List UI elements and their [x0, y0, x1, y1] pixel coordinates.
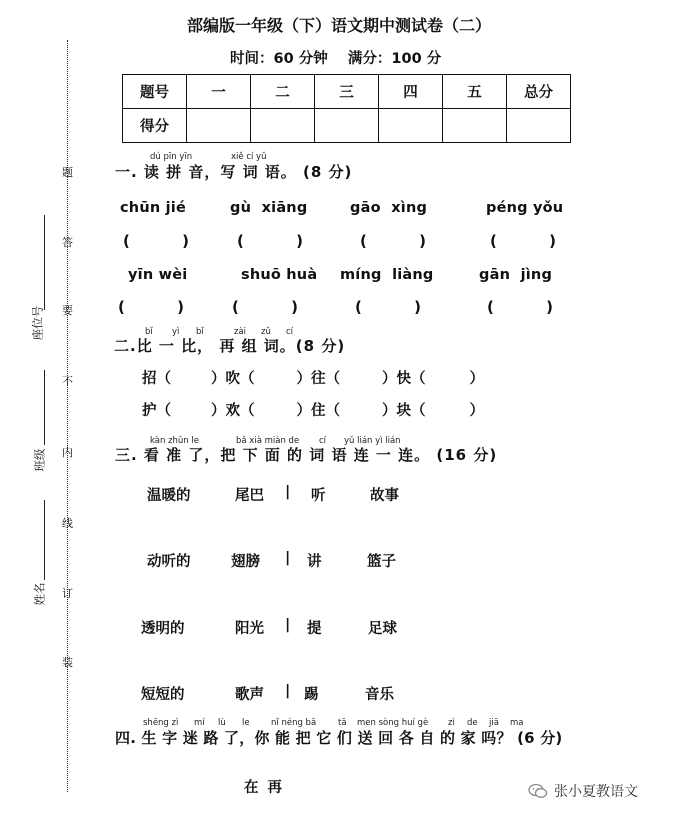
- answer-blank[interactable]: ( ): [237, 232, 303, 250]
- compare-cell: ）快（: [382, 371, 426, 387]
- binding-char-4: 不: [62, 375, 73, 388]
- table-header-cell: 二: [251, 75, 315, 109]
- score-table-header-row: [123, 75, 571, 109]
- section3-pinyin: kàn zhǔn le: [150, 436, 199, 446]
- section2-pinyin: zài: [234, 327, 247, 337]
- answer-blank[interactable]: ( ): [355, 298, 421, 316]
- score-table-score-row: [123, 109, 571, 143]
- match-word[interactable]: 动听的: [147, 554, 191, 570]
- watermark-text: 张小夏教语文: [554, 784, 638, 800]
- compare-cell: ）欢（: [211, 403, 255, 419]
- table-header-cell: 题号: [123, 75, 187, 109]
- binding-char-6: 线: [62, 517, 73, 530]
- wechat-icon: [528, 783, 548, 799]
- binding-char-5: 内: [62, 446, 73, 459]
- match-word[interactable]: 踢: [304, 687, 319, 703]
- compare-cell: ）块（: [382, 403, 426, 419]
- section4-pinyin: shēng zì: [143, 718, 179, 728]
- compare-cell: 护（: [142, 403, 171, 419]
- section1-heading: 一. 读 拼 音，写 词 语。 (8 分): [115, 163, 353, 181]
- section1-pinyin-2: xiě cí yǔ: [231, 152, 267, 162]
- table-header-cell: 三: [315, 75, 379, 109]
- pinyin-word: shuō huà: [241, 267, 318, 283]
- match-word[interactable]: 听: [311, 488, 326, 504]
- pinyin-word: gān jìng: [479, 267, 553, 283]
- score-input-cell[interactable]: [187, 109, 251, 143]
- section4-pinyin: nǐ néng bǎ: [271, 718, 317, 728]
- seat-number-label: 座位号: [30, 305, 45, 341]
- pinyin-word: gù xiāng: [230, 200, 308, 216]
- score-input-cell[interactable]: [507, 109, 571, 143]
- name-underline: [44, 500, 45, 580]
- section4-heading: 四. 生 字 迷 路 了，你 能 把 它 们 送 回 各 自 的 家 吗？ (6 分): [115, 729, 563, 747]
- match-word[interactable]: 篮子: [367, 554, 396, 570]
- time-score-line: 时间：60 分钟 满分：100 分: [230, 51, 442, 67]
- answer-blank[interactable]: ( ): [232, 298, 298, 316]
- compare-cell: ）吹（: [211, 371, 255, 387]
- binding-line-dotted: [67, 40, 68, 792]
- section3-heading: 三. 看 准 了，把 下 面 的 词 语 连 一 连。 (16 分): [115, 446, 498, 464]
- pinyin-word: gāo xìng: [350, 200, 428, 216]
- pinyin-word: míng liàng: [340, 267, 434, 283]
- match-word[interactable]: 翅膀: [231, 554, 260, 570]
- section3-pinyin: cí: [319, 436, 327, 446]
- section2-pinyin: bǐ: [145, 327, 153, 337]
- score-input-cell[interactable]: [443, 109, 507, 143]
- compare-cell: ）往（: [296, 371, 340, 387]
- section3-pinyin: bǎ xià miàn de: [236, 436, 300, 446]
- section2-pinyin: zǔ: [261, 327, 271, 337]
- match-word[interactable]: 短短的: [141, 687, 185, 703]
- match-word[interactable]: 透明的: [141, 621, 185, 637]
- match-word[interactable]: 故事: [370, 488, 399, 504]
- compare-cell: 招（: [142, 371, 171, 387]
- binding-char-3: 要: [62, 304, 73, 317]
- binding-char-7: 订: [62, 587, 73, 600]
- answer-blank[interactable]: ( ): [487, 298, 553, 316]
- compare-row-2: [142, 399, 484, 420]
- compare-cell: ）: [469, 371, 484, 387]
- answer-blank[interactable]: ( ): [123, 232, 189, 250]
- compare-row-1: [142, 367, 484, 388]
- match-word[interactable]: 歌声: [235, 687, 264, 703]
- section4-pinyin: le: [242, 718, 250, 728]
- score-row-label: 得分: [123, 109, 187, 143]
- section4-pinyin: men sòng huí gè: [357, 718, 429, 728]
- match-divider: |: [285, 683, 291, 699]
- score-input-cell[interactable]: [379, 109, 443, 143]
- match-divider: |: [285, 617, 291, 633]
- class-label: 班级: [32, 448, 47, 472]
- name-label: 姓名: [32, 582, 47, 606]
- section2-pinyin: yì: [172, 327, 180, 337]
- table-header-cell: 五: [443, 75, 507, 109]
- match-word[interactable]: 足球: [368, 621, 397, 637]
- match-divider: |: [285, 484, 291, 500]
- answer-blank[interactable]: ( ): [490, 232, 556, 250]
- binding-char-1: 题: [62, 166, 73, 179]
- section4-chars: 在 再: [244, 780, 285, 796]
- seat-underline: [44, 215, 45, 310]
- section4-pinyin: lù: [218, 718, 226, 728]
- match-word[interactable]: 音乐: [365, 687, 394, 703]
- section4-pinyin: ma: [510, 718, 524, 728]
- match-word[interactable]: 尾巴: [235, 488, 264, 504]
- match-divider: |: [285, 550, 291, 566]
- match-word[interactable]: 阳光: [235, 621, 264, 637]
- section2-heading: 二.比 一 比， 再 组 词。(8 分): [114, 337, 346, 355]
- table-header-cell: 总分: [507, 75, 571, 109]
- compare-cell: ）住（: [296, 403, 340, 419]
- section3-pinyin: yǔ lián yì lián: [344, 436, 401, 446]
- table-header-cell: 四: [379, 75, 443, 109]
- section4-pinyin: jiā: [489, 718, 499, 728]
- match-word[interactable]: 提: [307, 621, 322, 637]
- pinyin-word: péng yǒu: [486, 200, 564, 216]
- binding-char-2: 答: [62, 236, 73, 249]
- score-table: [122, 74, 571, 143]
- match-word[interactable]: 讲: [307, 554, 322, 570]
- section4-pinyin: de: [467, 718, 478, 728]
- class-underline: [44, 370, 45, 445]
- match-word[interactable]: 温暖的: [147, 488, 191, 504]
- section4-pinyin: zì: [448, 718, 455, 728]
- page-title: 部编版一年级（下）语文期中测试卷（二）: [187, 16, 492, 35]
- watermark: [528, 781, 638, 801]
- section4-pinyin: mí: [194, 718, 205, 728]
- score-input-cell[interactable]: [251, 109, 315, 143]
- section1-pinyin-1: dú pīn yīn: [150, 152, 193, 162]
- score-input-cell[interactable]: [315, 109, 379, 143]
- answer-blank[interactable]: ( ): [360, 232, 426, 250]
- pinyin-word: yīn wèi: [128, 267, 188, 283]
- compare-cell: ）: [469, 403, 484, 419]
- table-header-cell: 一: [187, 75, 251, 109]
- section2-pinyin: cí: [286, 327, 294, 337]
- binding-char-8: 装: [62, 656, 73, 669]
- section2-pinyin: bǐ: [196, 327, 204, 337]
- answer-blank[interactable]: ( ): [118, 298, 184, 316]
- pinyin-word: chūn jié: [120, 200, 186, 216]
- section4-pinyin: tā: [338, 718, 347, 728]
